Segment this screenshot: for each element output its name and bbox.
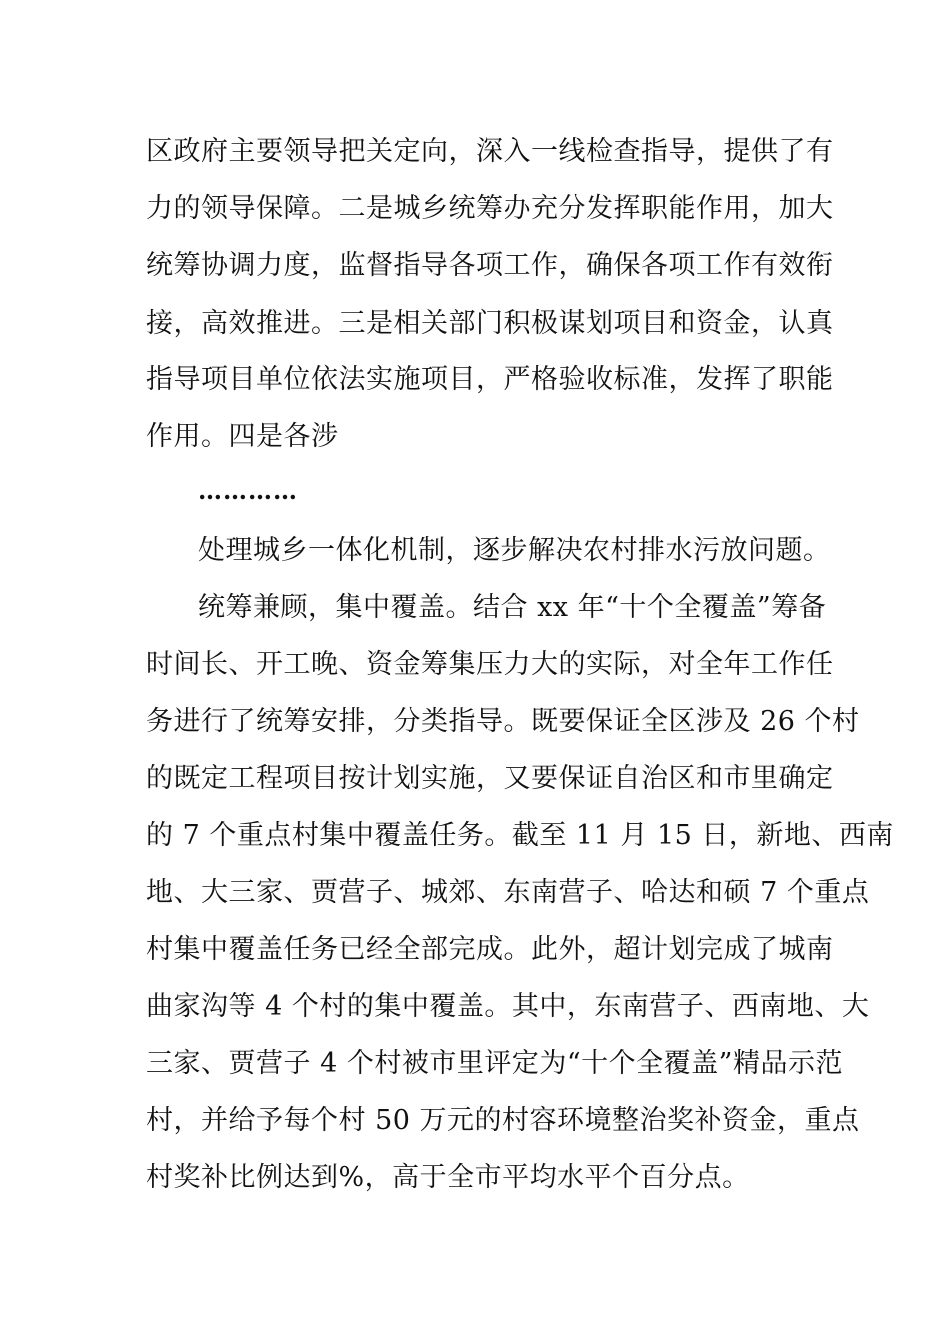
paragraph-1-line-3: 统筹协调力度，监督指导各项工作，确保各项工作有效衔 <box>146 250 834 281</box>
paragraph-1-line-5: 指导项目单位依法实施项目，严格验收标准，发挥了职能 <box>146 364 834 395</box>
paragraph-3-line-6: 地、大三家、贾营子、城郊、东南营子、哈达和硕 7 个重点 <box>146 877 870 908</box>
paragraph-3-line-4: 的既定工程项目按计划实施，又要保证自治区和市里确定 <box>146 763 834 794</box>
paragraph-3-line-2: 时间长、开工晚、资金筹集压力大的实际，对全年工作任 <box>146 649 834 680</box>
paragraph-1-line-2: 力的领导保障。二是城乡统筹办充分发挥职能作用，加大 <box>146 193 834 224</box>
paragraph-3-line-8: 曲家沟等 4 个村的集中覆盖。其中，东南营子、西南地、大 <box>146 991 870 1022</box>
paragraph-3-line-9: 三家、贾营子 4 个村被市里评定为“十个全覆盖”精品示范 <box>146 1048 843 1079</box>
paragraph-1-line-1: 区政府主要领导把关定向，深入一线检查指导，提供了有 <box>146 136 834 167</box>
paragraph-3-line-7: 村集中覆盖任务已经全部完成。此外，超计划完成了城南 <box>146 934 834 965</box>
paragraph-3-line-5: 的 7 个重点村集中覆盖任务。截至 11 月 15 日，新地、西南 <box>146 820 894 851</box>
paragraph-3-line-3: 务进行了统筹安排，分类指导。既要保证全区涉及 26 个村 <box>146 706 860 737</box>
paragraph-1-line-6: 作用。四是各涉 <box>146 421 339 452</box>
paragraph-1-line-4: 接，高效推进。三是相关部门积极谋划项目和资金，认真 <box>146 308 834 339</box>
paragraph-2-line-1: 处理城乡一体化机制，逐步解决农村排水污放问题。 <box>198 535 831 566</box>
paragraph-3-line-10: 村，并给予每个村 50 万元的村容环境整治奖补资金，重点 <box>146 1105 860 1136</box>
ellipsis-separator: ………… <box>198 476 298 505</box>
paragraph-3-line-11: 村奖补比例达到%，高于全市平均水平个百分点。 <box>146 1162 750 1193</box>
paragraph-3-line-1: 统筹兼顾，集中覆盖。结合 xx 年“十个全覆盖”筹备 <box>198 592 827 623</box>
